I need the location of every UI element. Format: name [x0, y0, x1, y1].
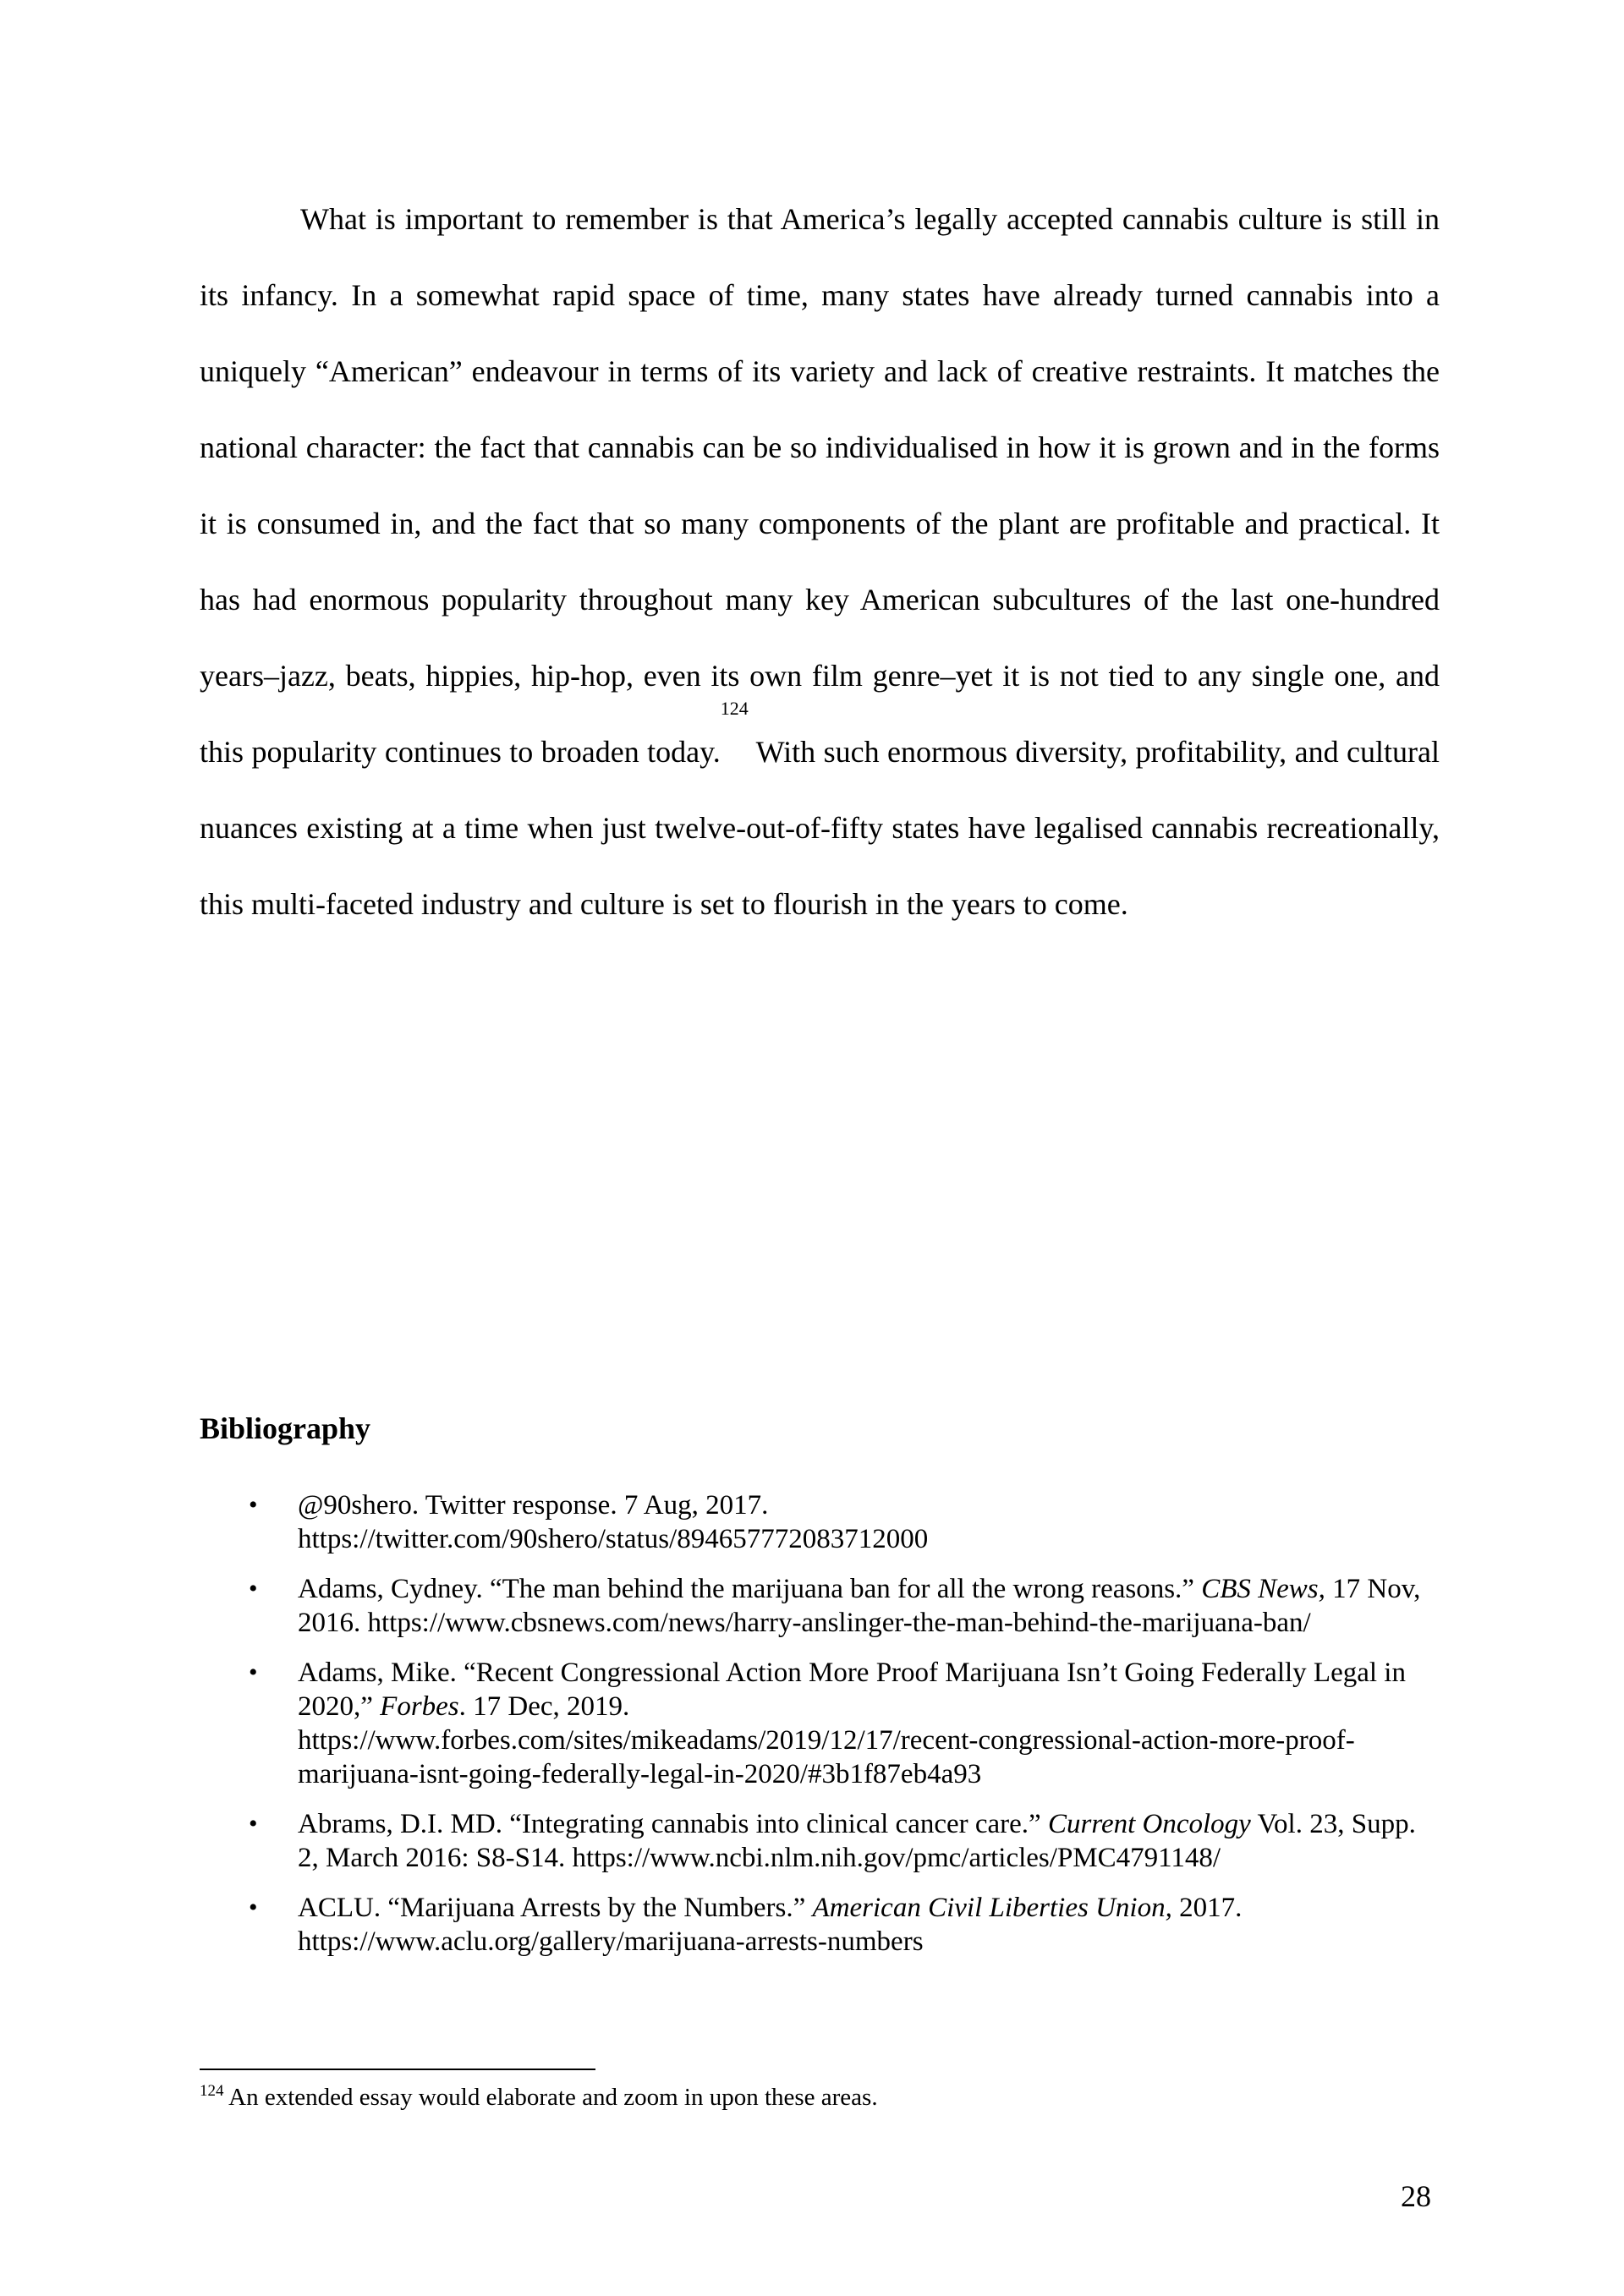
footnote-text: An extended essay would elaborate and zoom in upon these areas. [223, 2084, 878, 2111]
bullet-icon: • [249, 1658, 258, 1686]
footnote [200, 2084, 878, 2112]
entry-text: Abrams, D.I. MD. “Integrating cannabis into clinical cancer care.” [298, 1809, 1048, 1839]
entry-source-title: CBS News, [1201, 1574, 1325, 1604]
entry-source-title: Current Oncology [1047, 1809, 1251, 1839]
entry-url[interactable]: https://www.forbes.com/sites/mikeadams/2019/12/17/recent-congressional-action-more-proof-marijuana-isnt-going-federally-legal-in-2020/#3b1f87eb4a93 [298, 1725, 1355, 1789]
entry-source-title: Forbes [380, 1691, 459, 1722]
entry-text: ACLU. “Marijuana Arrests by the Numbers.” [298, 1893, 813, 1923]
bibliography-entry [200, 1572, 1440, 1640]
body-paragraph [200, 181, 1440, 942]
entry-url[interactable]: https://twitter.com/90shero/status/894657772083712000 [298, 1524, 929, 1554]
entry-details: 2017. [1171, 1893, 1243, 1923]
bibliography-entry [200, 1891, 1440, 1959]
entry-text: Adams, Cydney. “The man behind the marijuana ban for all the wrong reasons.” [298, 1574, 1202, 1604]
entry-text: Adams, Mike. “Recent Congressional Action More Proof Marijuana Isn’t Going Federally Legal in 2020,” [298, 1658, 1406, 1722]
paragraph-text-continued: With such enormous diversity, profitability, and cultural nuances existing at a time when just twelve-out-of-fifty states have legalised cannabis recreationally, this multi-faceted industry and culture is set to flourish in the years to come. [200, 735, 1440, 921]
bullet-icon: • [249, 1491, 258, 1519]
bibliography-entry [200, 1807, 1440, 1875]
paragraph-text: What is important to remember is that America’s legally accepted cannabis culture is still in its infancy. In a somewhat rapid space of time, many states have already turned cannabis into a uniquely “American” endeavour in terms of its variety and lack of creative restraints. It matches the national character: the fact that cannabis can be so individualised in how it is grown and in the forms it is consumed in, and the fact that so many components of the plant are profitable and practical. It has had enormous popularity throughout many key American subcultures of the last one-hundred years–jazz, beats, hippies, hip-hop, even its own film genre–yet it is not tied to any single one, and this popularity continues to broaden today. [200, 202, 1440, 769]
footnote-reference[interactable]: 124 [720, 698, 749, 719]
bullet-icon: • [249, 1810, 258, 1838]
entry-details: Vol. 23, Supp. 2, March 2016: S8-S14. https://www.ncbi.nlm.nih.gov/pmc/articles/PMC4791148/ [298, 1809, 1416, 1873]
entry-text: @90shero. Twitter response. 7 Aug, 2017. [298, 1490, 769, 1521]
bibliography-list [200, 1488, 1440, 1975]
entry-details: 17 Nov, 2016. https://www.cbsnews.com/news/harry-anslinger-the-man-behind-the-marijuana-ban/ [298, 1574, 1421, 1638]
entry-source-title: American Civil Liberties Union, [812, 1893, 1172, 1923]
page-number: 28 [1401, 2179, 1431, 2213]
bibliography-heading: Bibliography [200, 1411, 371, 1445]
bullet-icon: • [249, 1575, 258, 1603]
bibliography-entry [200, 1488, 1440, 1556]
footnote-number: 124 [200, 2082, 224, 2100]
bullet-icon: • [249, 1893, 258, 1921]
entry-details: . 17 Dec, 2019. [458, 1691, 630, 1722]
footnote-divider [200, 2069, 595, 2070]
bibliography-entry [200, 1656, 1440, 1791]
entry-url[interactable]: https://www.aclu.org/gallery/marijuana-arrests-numbers [298, 1926, 924, 1957]
